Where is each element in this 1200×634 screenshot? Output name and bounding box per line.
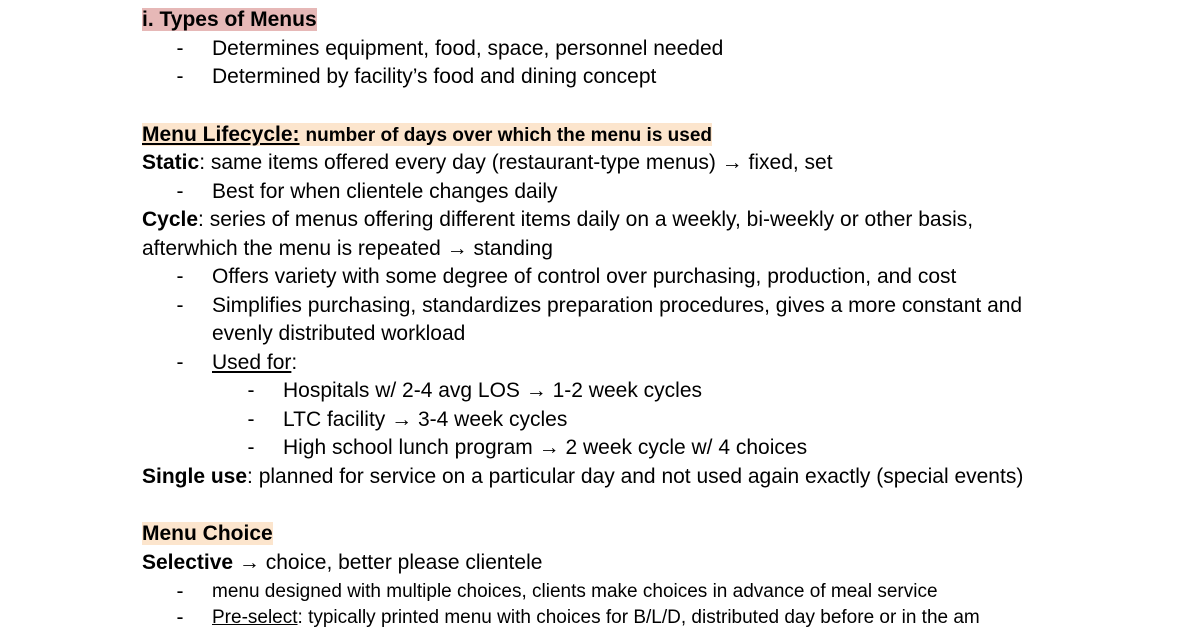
static-line: [142, 149, 833, 177]
single-use-label: Single use: [142, 465, 248, 488]
selective-text: → choice, better please clientele: [233, 551, 543, 574]
selective-line: [142, 549, 542, 577]
lifecycle-heading: [142, 121, 712, 150]
bullet-text: Determined by facility’s food and dining concept: [212, 65, 657, 88]
bullet-text: Best for when clientele changes daily: [212, 180, 558, 203]
menu-choice-heading: [142, 520, 273, 548]
bullet-text: LTC facility → 3-4 week cycles: [283, 408, 568, 431]
bullet-text: menu designed with multiple choices, clients make choices in advance of meal service: [212, 581, 938, 602]
single-use-text: : planned for service on a particular day and not used again exactly (special events): [247, 465, 1024, 488]
bullet-text: Hospitals w/ 2-4 avg LOS → 1-2 week cycles: [283, 379, 702, 402]
bullet-text: Offers variety with some degree of control over purchasing, production, and cost: [212, 265, 957, 288]
static-label: Static: [142, 151, 200, 174]
preselect-label: Pre-select: [212, 607, 298, 628]
cycle-text: : series of menus offering different items daily on a weekly, bi-weekly or other basis,: [198, 208, 974, 231]
bullet-dash: -: [247, 379, 255, 402]
bullet-dash: -: [176, 294, 184, 317]
bullet-dash: -: [247, 436, 255, 459]
bullet-text: High school lunch program → 2 week cycle w/ 4 choices: [283, 436, 808, 459]
bullet-text: Determines equipment, food, space, personnel needed: [212, 37, 724, 60]
single-use-line: [142, 463, 1023, 491]
section-title: [142, 6, 317, 34]
menu-choice-heading-text: Menu Choice: [142, 522, 273, 545]
selective-label: Selective: [142, 551, 234, 574]
cycle-bullet-2-cont: evenly distributed workload: [212, 322, 466, 345]
used-for-label: Used for: [212, 351, 292, 374]
cycle-line-1: [142, 206, 973, 234]
bullet-dash: -: [176, 180, 184, 203]
bullet-dash: -: [176, 265, 184, 288]
bullet-dash: -: [176, 606, 184, 629]
cycle-label: Cycle: [142, 208, 199, 231]
static-text: : same items offered every day (restaurant-type menus) → fixed, set: [199, 151, 833, 174]
bullet-dash: -: [176, 351, 184, 374]
bullet-text: Simplifies purchasing, standardizes preparation procedures, gives a more constant and: [212, 294, 1023, 317]
preselect-text: : typically printed menu with choices for B/L/D, distributed day before or in the am: [297, 607, 980, 628]
bullet-dash: -: [176, 37, 184, 60]
bullet-dash: -: [176, 65, 184, 88]
bullet-dash: -: [247, 408, 255, 431]
section-title-text: i. Types of Menus: [142, 8, 317, 31]
used-for-colon: :: [291, 351, 298, 374]
lifecycle-heading-text: Menu Lifecycle:: [142, 123, 300, 146]
cycle-line-2: afterwhich the menu is repeated → standing: [142, 237, 553, 260]
bullet-dash: -: [176, 580, 184, 603]
lifecycle-heading-desc: number of days over which the menu is used: [305, 125, 713, 146]
